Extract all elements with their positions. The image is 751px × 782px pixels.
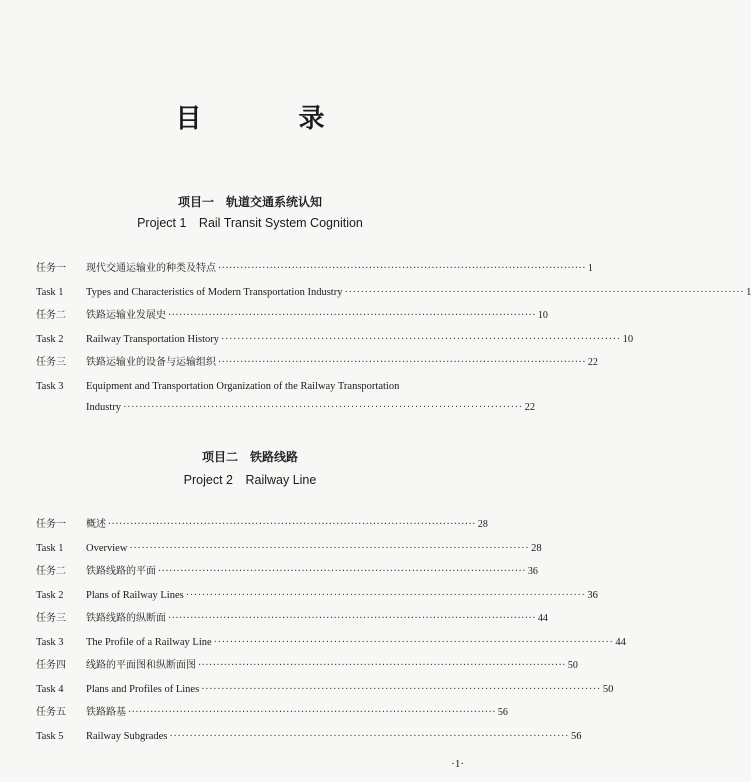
toc-entry[interactable]	[36, 380, 466, 394]
task-title: 铁路运输业的设备与运输组织	[86, 357, 216, 368]
page-ref: 50	[602, 684, 614, 695]
task-title: Railway Subgrades	[86, 731, 168, 742]
task-label: Task 3	[36, 637, 64, 648]
toc-entry[interactable]	[36, 612, 548, 626]
leader-dots: ····································································································	[213, 637, 614, 648]
task-title-continuation: Industry	[86, 402, 121, 413]
leader-dots: ····································································································	[198, 660, 566, 671]
task-label: 任务一	[36, 519, 66, 530]
toc-entry[interactable]	[36, 309, 548, 323]
task-title: Equipment and Transportation Organization of the Railway Transportation	[86, 381, 400, 392]
toc-entry[interactable]	[36, 730, 582, 744]
page-title: 目 录	[175, 104, 369, 134]
task-title: 铁路运输业发展史	[86, 310, 166, 321]
page-ref: 1	[746, 287, 751, 298]
project-1-title-en: Project 1 Rail Transit System Cognition	[137, 216, 363, 230]
leader-dots: ····································································································	[344, 287, 745, 298]
toc-entry[interactable]	[36, 589, 598, 603]
project-1-title-cn: 项目一 轨道交通系统认知	[177, 195, 322, 209]
toc-entry[interactable]	[36, 262, 593, 276]
toc-entry[interactable]	[36, 286, 751, 300]
task-title: Plans of Railway Lines	[86, 590, 184, 601]
task-title: Types and Characteristics of Modern Transportation Industry	[86, 287, 343, 298]
page-ref: 28	[477, 519, 488, 530]
task-title: 铁路线路的纵断面	[86, 613, 166, 624]
task-label: 任务四	[36, 660, 66, 671]
page-ref: 44	[615, 637, 626, 648]
page-ref: 10	[622, 334, 634, 345]
task-label: 任务一	[36, 263, 66, 274]
page-ref: 22	[524, 402, 536, 413]
toc-entry[interactable]	[36, 706, 508, 720]
page-ref: 36	[527, 566, 538, 577]
task-title: 概述	[86, 519, 106, 530]
leader-dots: ····································································································	[123, 402, 523, 413]
toc-entry[interactable]	[36, 683, 614, 697]
page-ref: 56	[571, 731, 582, 742]
leader-dots: ····································································································	[185, 590, 586, 601]
toc-entry-continuation[interactable]	[86, 402, 536, 413]
project-2-title-en: Project 2 Railway Line	[183, 473, 317, 487]
leader-dots: ····································································································	[218, 263, 586, 274]
task-label: Task 4	[36, 684, 64, 695]
task-title: 现代交通运输业的种类及特点	[86, 263, 216, 274]
toc-entry[interactable]	[36, 542, 542, 556]
toc-entry[interactable]	[36, 659, 578, 673]
page-ref: 10	[537, 310, 548, 321]
task-label: 任务三	[36, 613, 66, 624]
task-label: 任务二	[36, 310, 66, 321]
page-ref: 56	[497, 707, 508, 718]
task-label: Task 3	[36, 381, 64, 392]
project-2-title-cn: 项目二 铁路线路	[201, 450, 298, 464]
page-number: ·1·	[451, 758, 464, 770]
page-ref: 1	[587, 263, 593, 274]
task-label: Task 1	[36, 543, 64, 554]
task-label: 任务五	[36, 707, 66, 718]
toc-entry[interactable]	[36, 356, 598, 370]
toc-entry[interactable]	[36, 636, 626, 650]
task-label: Task 2	[36, 334, 64, 345]
task-label: Task 5	[36, 731, 64, 742]
task-label: 任务二	[36, 566, 66, 577]
task-title: The Profile of a Railway Line	[86, 637, 212, 648]
task-title: Overview	[86, 543, 128, 554]
page-ref: 50	[567, 660, 578, 671]
leader-dots: ····································································································	[218, 357, 586, 368]
task-title: Railway Transportation History	[86, 334, 219, 345]
page-ref: 28	[531, 543, 542, 554]
toc-entry[interactable]	[36, 518, 488, 532]
toc-entry[interactable]	[36, 565, 538, 579]
task-title: 铁路路基	[86, 707, 126, 718]
leader-dots: ····································································································	[221, 334, 621, 345]
task-title: 线路的平面图和纵断面图	[86, 660, 196, 671]
page-ref: 44	[537, 613, 548, 624]
leader-dots: ····································································································	[168, 310, 536, 321]
task-label: 任务三	[36, 357, 66, 368]
page-ref: 22	[587, 357, 598, 368]
task-label: Task 2	[36, 590, 64, 601]
leader-dots: ····································································································	[129, 543, 530, 554]
leader-dots: ····································································································	[169, 731, 570, 742]
leader-dots: ····································································································	[158, 566, 526, 577]
page-ref: 36	[587, 590, 598, 601]
leader-dots: ····································································································	[168, 613, 536, 624]
leader-dots: ····································································································	[201, 684, 601, 695]
task-title: 铁路线路的平面	[86, 566, 156, 577]
task-title: Plans and Profiles of Lines	[86, 684, 200, 695]
leader-dots: ····································································································	[128, 707, 496, 718]
task-label: Task 1	[36, 287, 64, 298]
leader-dots: ····································································································	[108, 519, 476, 530]
toc-entry[interactable]	[36, 333, 634, 347]
